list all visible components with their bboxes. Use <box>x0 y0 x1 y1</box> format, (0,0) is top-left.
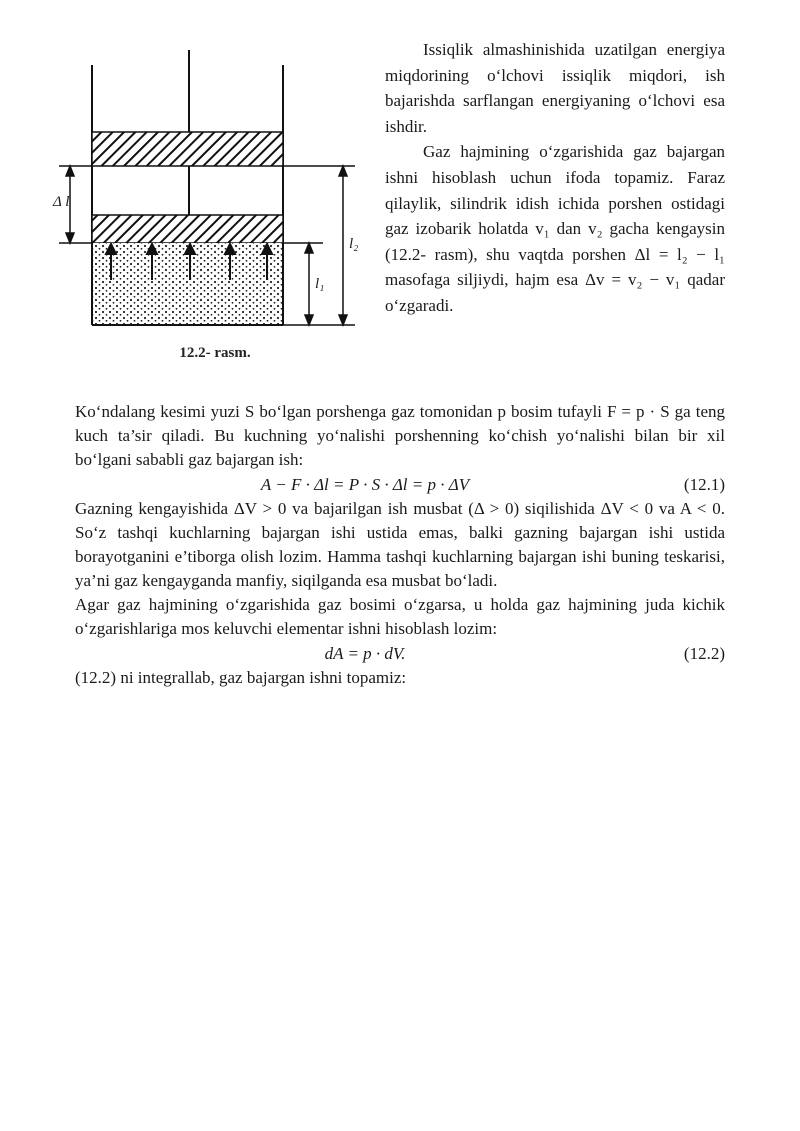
delta-l-label: Δ l <box>53 194 70 210</box>
gas-region <box>93 243 282 324</box>
piston-lower-position <box>92 215 283 243</box>
main-paragraph-1: Ko‘ndalang kesimi yuzi S bo‘lgan porshenga gaz tomonidan p bosim tufayli F = p · S ga teng kuch ta’sir qiladi. Bu kuchning yo‘nalishi porshenning ko‘chish yo‘nalishi bilan bir xil bo‘lgani sababli gaz bajargan ish: <box>75 402 725 469</box>
figure-caption: 12.2- rasm. <box>179 345 251 361</box>
equation-12-1-number: (12.1) <box>683 474 725 494</box>
equation-12-2 <box>75 641 725 666</box>
l2-dimension <box>283 166 355 325</box>
l1-label: l₁ <box>315 276 325 292</box>
main-text <box>75 400 725 690</box>
equation-12-2-number: (12.2) <box>683 643 725 663</box>
side-paragraph-2: Gaz hajmining o‘zgarishida gaz bajargan ishni hisoblash uchun ifoda topamiz. Faraz qilaylik, silindrik idish ichida porshen ostidagi gaz izobarik holatda v₁ dan v₂ gacha kengaysin (12.2- rasm), shu vaqtda porshen Δl = l₂ − l₁ masofaga siljiydi, hajm esa Δv = v₂ − v₁ qadar o‘zgaradi. <box>385 142 725 315</box>
cylinder-piston-diagram <box>45 40 375 340</box>
main-paragraph-3: Agar gaz hajmining o‘zgarishida gaz bosimi o‘zgarsa, u holda gaz hajmining juda kichik o‘zgarishlariga mos keluvchi elementar ishni hisoblash lozim: <box>75 595 725 638</box>
figure-12-2 <box>45 40 375 340</box>
side-paragraph-1: Issiqlik almashinishida uzatilgan energiya miqdorining o‘lchovi issiqlik miqdori, ish bajarishda sarflangan energiyaning o‘lchovi esa ishdir. <box>385 40 725 136</box>
piston-upper-position <box>92 132 283 166</box>
side-text-column <box>385 37 725 319</box>
equation-12-1 <box>75 472 725 497</box>
main-paragraph-2: Gazning kengayishida ΔV > 0 va bajarilgan ish musbat (Δ > 0) siqilishida ΔV < 0 va A < 0. So‘z tashqi kuchlarning bajargan ishi ustida emas, balki gazning bajargan ishi ustida borayotganini e’tiborga olish lozim. Hamma tashqi kuchlarning bajargan ishi buning teskarisi, ya’ni gaz kengayganda manfiy, siqilganda esa musbat bo‘ladi. <box>75 499 725 590</box>
equation-12-1-formula: A − F · Δl = P · S · Δl = p · ΔV <box>260 474 470 494</box>
l2-label: l₂ <box>349 236 359 252</box>
main-paragraph-4: (12.2) ni integrallab, gaz bajargan ishni topamiz: <box>75 668 407 687</box>
equation-12-2-formula: dA = p · dV. <box>324 643 406 663</box>
